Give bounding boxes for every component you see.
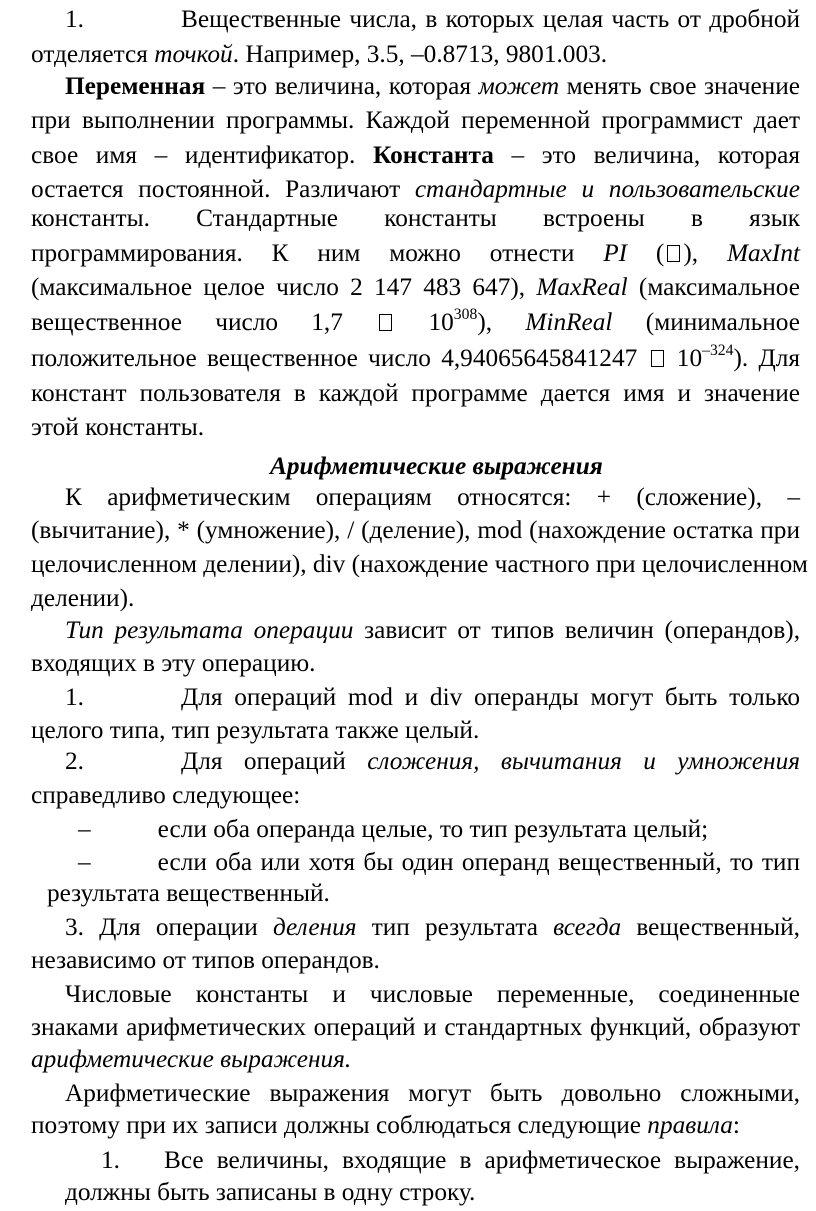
text: Для операций mod и div операнды могут быть только [180,683,800,711]
text: (вычитание), * (умножение), / (деление), mod (нахождение остатка при [31,516,800,544]
paragraph-operations-line-2 [31,513,800,549]
paragraph-variable-line-10 [31,376,800,412]
paragraph-variable-line-5 [31,201,800,237]
text: константы. Стандартные константы встроены в язык [31,204,800,232]
text: поэтому при их записи должны соблюдаться следующие [31,1111,648,1139]
text: Вещественные числа, в которых целая часть от дробной [180,5,800,33]
italic-text: стандартные и пользовательские [414,175,801,203]
bold-term: Константа [373,141,494,169]
paragraph-operations-line-3 [31,547,808,583]
text: справедливо следующее: [31,781,301,809]
numbered-item-1-line-2 [31,37,800,73]
text: Все величины, входящие в арифметическое выражение, [163,1146,800,1174]
text: : [732,1111,740,1139]
text: констант пользователя в каждой программе дается имя и значение [31,379,800,407]
text: этой константы. [31,413,205,441]
text: входящих в эту операцию. [31,649,316,677]
paragraph-expressions-line-3 [31,1042,800,1078]
italic-text: может [478,72,560,100]
text: (максимальное целое число 2 147 483 647), [31,273,537,301]
italic-text: MaxInt [726,239,801,267]
paragraph-variable-line-3 [31,138,800,174]
list-item-3-line-2 [31,943,800,979]
item-number: 1. [65,5,84,33]
text: (минимальное [612,308,800,336]
dash-item-1 [78,812,800,848]
text: 3. Для операции [65,913,273,941]
dash-item-2-line-2 [47,876,800,912]
paragraph-operations-line-1 [65,480,800,516]
dash-marker: – [78,848,91,876]
text: программирования. К ним можно отнести [31,239,604,267]
paragraph-result-type-line-1 [65,613,800,649]
paragraph-variable-line-9 [31,341,800,377]
missing-glyph-icon [667,245,680,262]
text: 10 [395,308,454,336]
text: вещественный, [621,913,800,941]
italic-text: MinReal [525,308,613,336]
list-item-2-line-1 [31,744,800,780]
text: целого типа, тип результата также целый. [31,716,480,744]
numbered-item-1-line-1 [31,2,800,38]
text: целочисленном делении), div (нахождение частного при целочисленном [31,550,808,578]
paragraph-result-type-line-2 [31,646,800,682]
item-number: 1. [101,1146,120,1174]
list-item-2-line-2 [31,778,800,814]
paragraph-variable-line-1 [65,69,800,105]
text: – это величина, которая [493,141,800,169]
paragraph-rules-line-1 [65,1076,800,1112]
text: зависит от типов величин (операндов), [353,616,801,644]
paragraph-variable-line-7 [31,270,800,306]
italic-text: деления [272,913,357,941]
text: если оба или хотя бы один операнд вещественный, то тип [157,848,800,876]
text: делении). [31,584,135,612]
text: ). Для [733,344,800,372]
paragraph-variable-line-2 [31,103,800,139]
paragraph-expressions-line-1 [65,977,800,1013]
missing-glyph-icon [651,350,664,367]
bold-term: Переменная [65,72,206,100]
text: ), [683,239,727,267]
text: К арифметическим операциям относятся: + (сложение), – [65,483,800,511]
item-number: 2. [65,747,84,775]
paragraph-expressions-line-2 [31,1010,800,1046]
italic-text: Тип результата операции [65,616,354,644]
text: независимо от типов операндов. [31,946,380,974]
dash-marker: – [78,815,91,843]
text: ), [477,308,526,336]
text: должны быть записаны в одну строку. [65,1178,476,1206]
text: остается постоянной. Различают [31,175,415,203]
list-item-1-line-1 [31,680,800,716]
paragraph-variable-line-11 [31,410,800,446]
italic-text: всегда [553,913,622,941]
text: – это величина, которая [205,72,479,100]
italic-text: арифметические выражения. [31,1045,352,1073]
exponent: 308 [453,306,478,324]
italic-text: MaxReal [536,273,628,301]
text: ( [627,239,665,267]
text: 10 [666,344,703,372]
exponent: –324 [702,342,734,360]
missing-glyph-icon [379,314,392,331]
paragraph-variable-line-8 [31,305,800,341]
italic-text: точкой [154,40,233,68]
heading-text: Арифметические выражения [270,452,603,480]
text: вещественное число 1,7 [31,308,377,336]
italic-text: PI [603,239,628,267]
text: Для операций [180,747,368,775]
item-number: 1. [65,683,84,711]
list-item-3-line-1 [65,910,800,946]
paragraph-operations-line-4 [31,581,800,617]
text: свое имя – идентификатор. [31,141,374,169]
text: если оба операнда целые, то тип результата целый; [157,815,709,843]
text: результата вещественный. [47,879,330,907]
paragraph-rules-line-2 [31,1108,800,1144]
text: при выполнении программы. Каждой переменной программист дает [31,106,800,134]
paragraph-variable-line-6 [31,236,800,272]
rule-item-1-line-1 [65,1143,800,1179]
italic-text: правила [647,1111,733,1139]
text: (максимальное [627,273,800,301]
italic-text: сложения, вычитания и умножения [367,747,800,775]
text: менять свое значение [559,72,800,100]
text: знаками арифметических операций и стандартных функций, образуют [31,1013,800,1041]
text: Числовые константы и числовые переменные, соединенные [65,980,800,1008]
text: . Например, 3.5, –0.8713, 9801.003. [232,40,608,68]
text: отделяется [31,40,155,68]
text: тип результата [356,913,554,941]
rule-item-1-line-2 [65,1175,800,1211]
text: положительное вещественное число 4,94065645841247 [31,344,648,372]
text: Арифметические выражения могут быть довольно сложными, [65,1079,800,1107]
